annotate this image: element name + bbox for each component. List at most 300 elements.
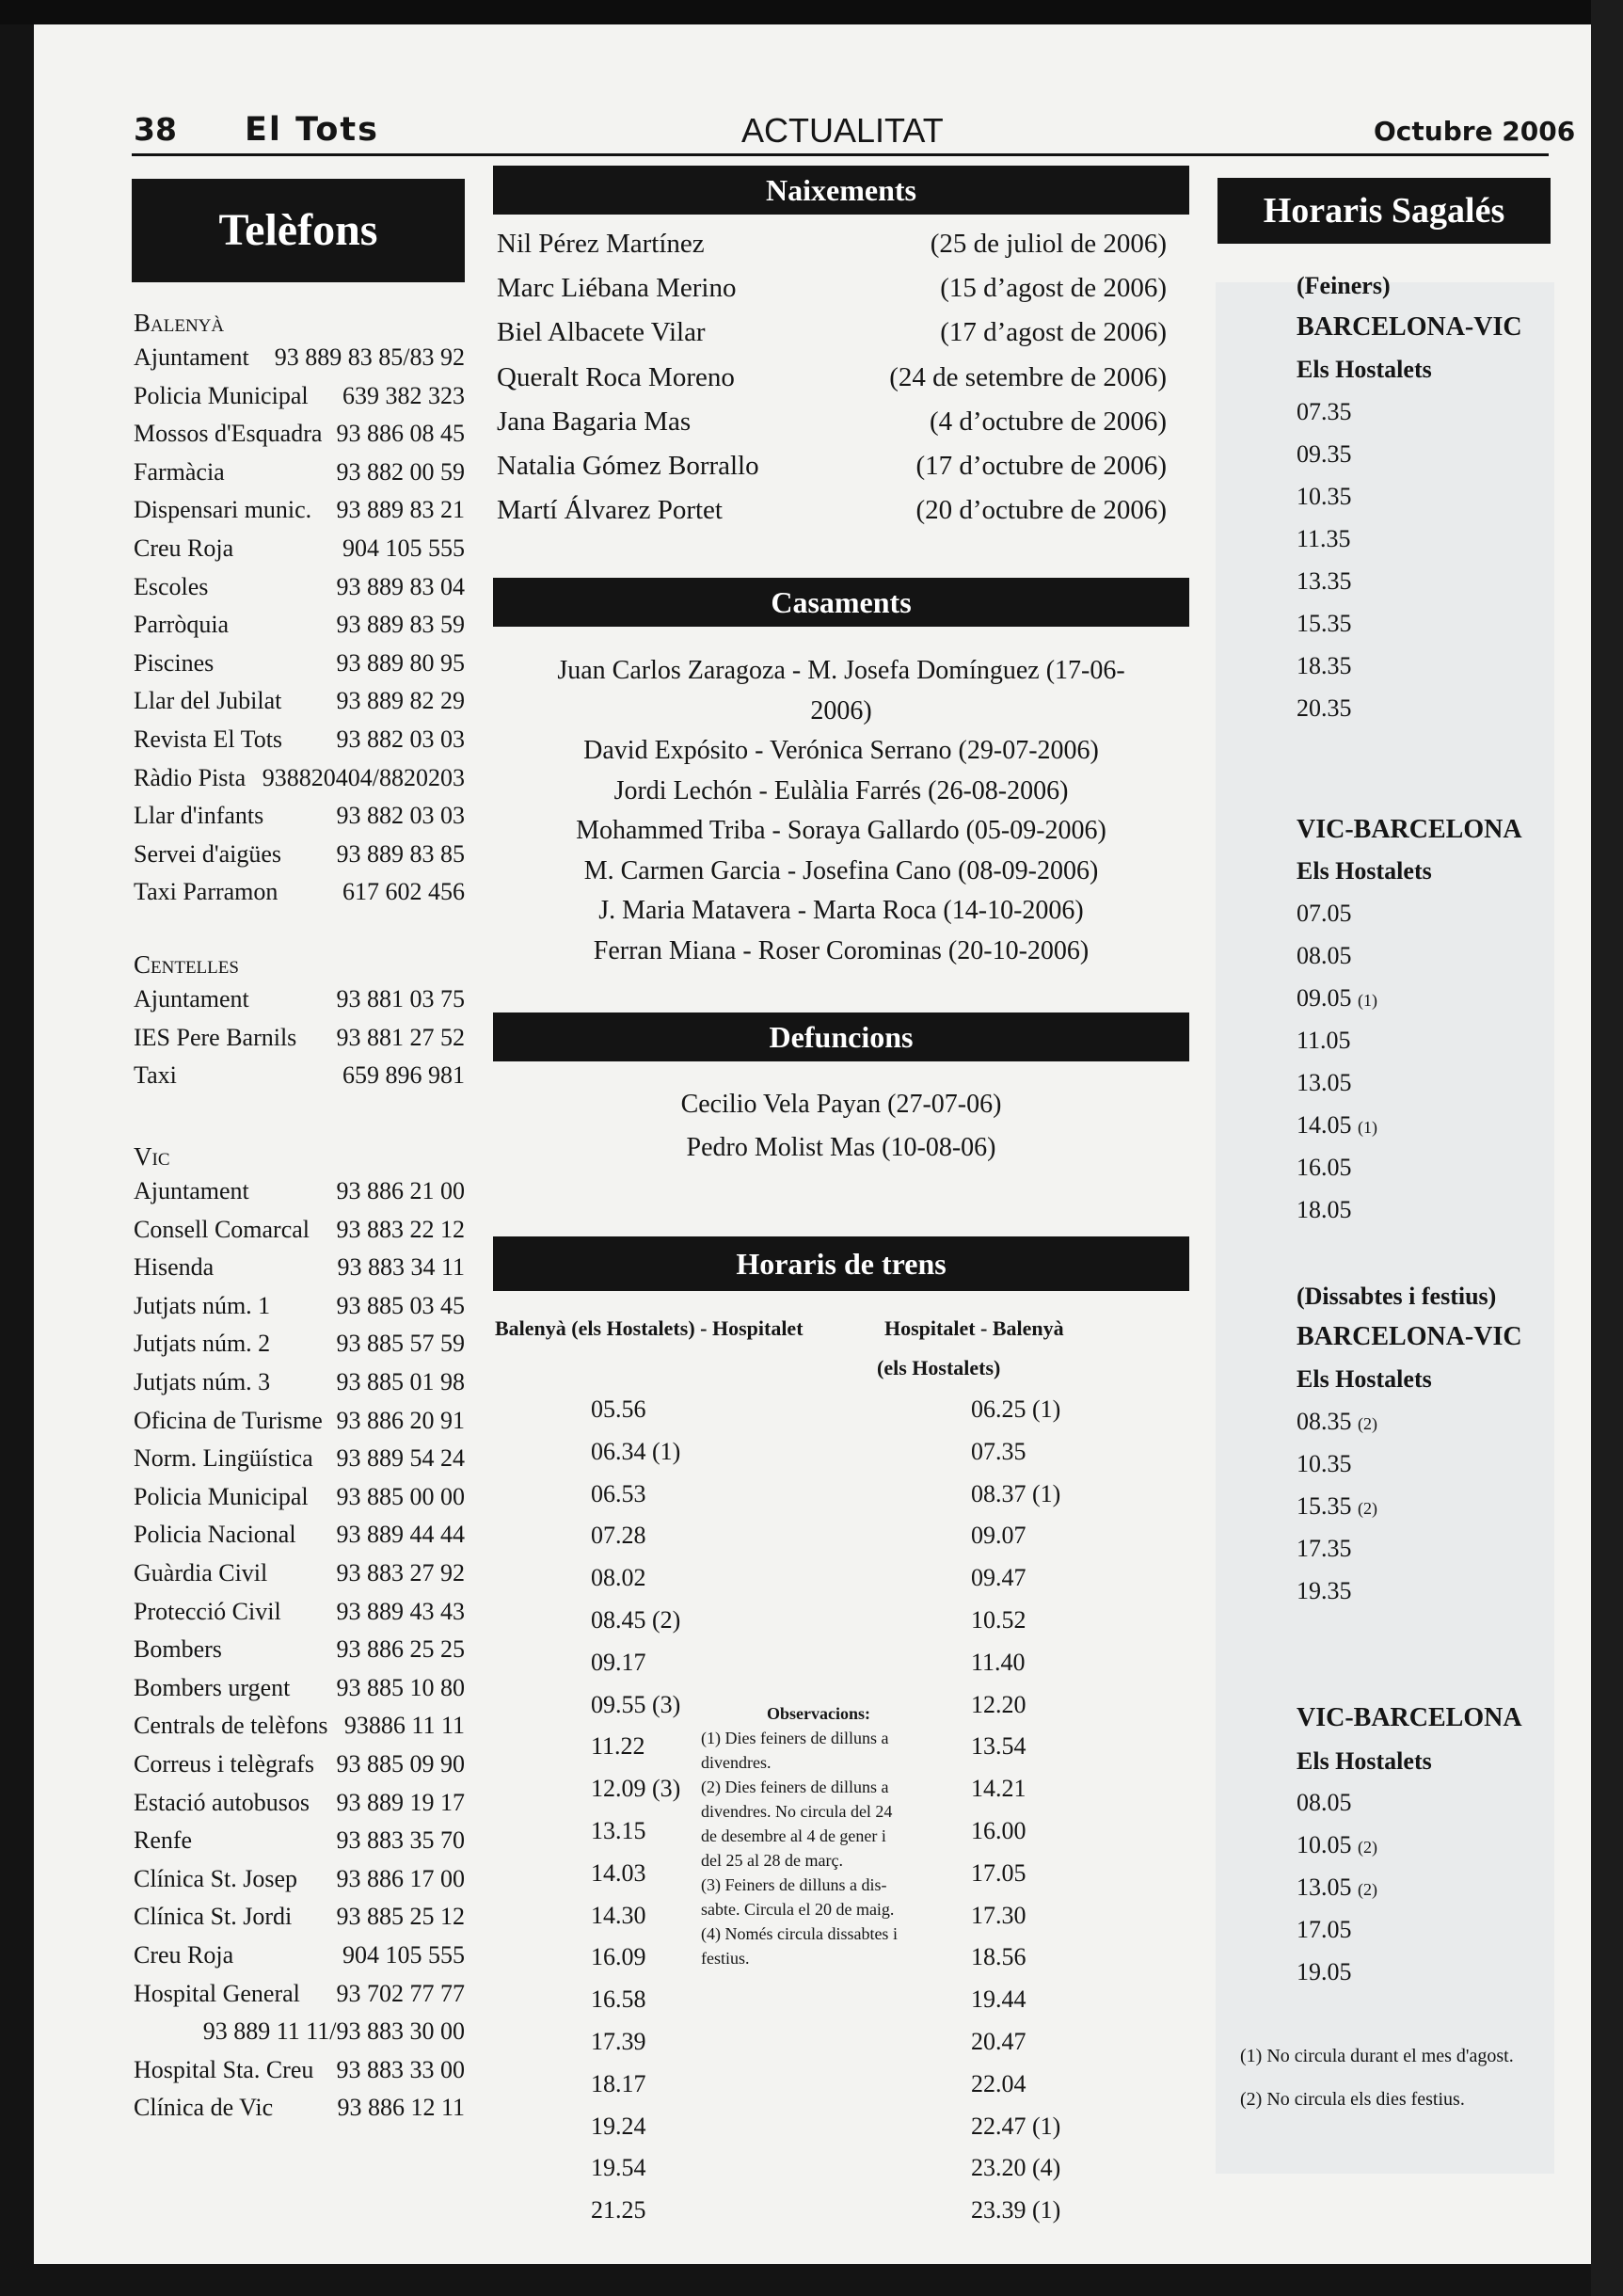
train-time-hospitalet-balenya: 14.21 [971, 1775, 1026, 1803]
phone-name: IES Pere Barnils [134, 1023, 297, 1051]
bus-time [1297, 1826, 1377, 1866]
sagales-dissabtes-label: (Dissabtes i festius) [1297, 1283, 1497, 1310]
phone-row [134, 721, 465, 758]
train-time-hospitalet-balenya: 23.39 (1) [971, 2196, 1061, 2224]
phone-row [134, 797, 465, 835]
phone-row [134, 1746, 465, 1783]
phone-name: Guàrdia Civil [134, 1559, 268, 1586]
wedding-line: Juan Carlos Zaragoza - M. Josefa Domínguez (17-06- [557, 656, 1125, 685]
phone-row [134, 1478, 465, 1516]
bus-time [1297, 1869, 1377, 1908]
phone-row [134, 1211, 465, 1249]
bus-time-value: 13.05 [1297, 1873, 1352, 1901]
bus-time-value: 14.05 [1297, 1111, 1352, 1139]
phone-name: Hospital General [134, 1979, 300, 2007]
phone-name: Revista El Tots [134, 725, 283, 753]
bus-time-value: 08.35 [1297, 1408, 1352, 1435]
bus-time-value: 09.35 [1297, 440, 1352, 468]
birth-name: Marc Liébana Merino [497, 273, 737, 304]
train-time-balenya-hospitalet: 06.34 (1) [591, 1437, 681, 1465]
phone-name: Bombers [134, 1635, 222, 1664]
bus-time [1297, 436, 1352, 473]
train-time-hospitalet-balenya: 09.47 [971, 1564, 1026, 1592]
birth-date: (24 de setembre de 2006) [889, 361, 1167, 392]
phone-number: 93 889 82 29 [336, 687, 465, 715]
birth-name: Martí Álvarez Portet [497, 495, 723, 526]
phone-row [134, 377, 465, 415]
phone-name: Renfe [134, 1826, 193, 1855]
phone-number: 93 889 83 04 [336, 572, 465, 600]
phone-number: 93 886 20 91 [336, 1406, 465, 1434]
phone-number: 93 889 83 85/83 92 [274, 343, 465, 371]
phone-number: 93 885 00 00 [336, 1482, 465, 1510]
section-title: ACTUALITAT [741, 111, 944, 150]
bus-time [1297, 1911, 1352, 1949]
phone-number: 93 883 35 70 [336, 1826, 465, 1855]
phone-row [134, 759, 465, 797]
phone-row [134, 606, 465, 644]
bus-time [1297, 937, 1352, 975]
train-time-hospitalet-balenya: 10.52 [971, 1606, 1026, 1634]
train-time-hospitalet-balenya: 09.07 [971, 1522, 1026, 1550]
birth-row [497, 311, 1167, 355]
bus-time [1297, 1953, 1352, 1991]
bus-time-note: (2) [1358, 1414, 1377, 1433]
wedding-line: Mohammed Triba - Soraya Gallardo (05-09-2006) [576, 816, 1106, 845]
telefons-heading: Telèfons [132, 179, 465, 282]
phone-number: 93 882 00 59 [336, 457, 465, 486]
train-time-hospitalet-balenya: 08.37 (1) [971, 1479, 1061, 1507]
train-time-balenya-hospitalet: 11.22 [591, 1732, 645, 1761]
phone-number: 93 886 12 11 [337, 2094, 465, 2122]
phone-number: 93886 11 11 [343, 1712, 465, 1740]
phone-name: Clínica St. Jordi [134, 1903, 293, 1931]
phone-number: 93 889 80 95 [336, 648, 465, 677]
phone-name: Dispensari munic. [134, 496, 312, 524]
birth-row [497, 488, 1167, 533]
phone-name: Ajuntament [134, 343, 249, 371]
bus-time [1297, 1784, 1352, 1822]
bus-time-value: 11.35 [1297, 525, 1351, 552]
phone-row [134, 1784, 465, 1822]
phone-name: Centrals de telèfons [134, 1712, 328, 1740]
phone-number: 93 885 57 59 [336, 1330, 465, 1358]
telefons-group-title: Balenyà [134, 309, 225, 337]
phone-number: 93 889 11 11/93 883 30 00 [202, 2017, 465, 2046]
bus-time [1297, 1572, 1352, 1610]
phone-row [134, 1975, 465, 2013]
bus-time-value: 08.05 [1297, 942, 1352, 969]
trens-col1-header: Balenyà (els Hostalets) - Hospitalet [495, 1316, 804, 1340]
phone-name: Taxi Parramon [134, 878, 278, 906]
phone-row [134, 1937, 465, 1974]
phone-number: 93 889 83 59 [336, 611, 465, 639]
phone-number: 93 883 34 11 [337, 1253, 465, 1282]
trens-col2-header: Hospitalet - Balenyà [884, 1316, 1064, 1340]
phone-number: 93 881 27 52 [336, 1023, 465, 1051]
phone-number: 93 882 03 03 [336, 725, 465, 753]
bus-time-value: 19.35 [1297, 1577, 1352, 1604]
train-time-balenya-hospitalet: 16.09 [591, 1943, 646, 1971]
wedding-line: M. Carmen Garcia - Josefina Cano (08-09-2006) [583, 855, 1099, 885]
wedding-line: 2006) [810, 695, 872, 725]
train-time-hospitalet-balenya: 12.20 [971, 1690, 1026, 1718]
birth-date: (17 d’agost de 2006) [940, 317, 1167, 348]
phone-name: Creu Roja [134, 1941, 234, 1969]
phone-name: Hospital Sta. Creu [134, 2055, 314, 2083]
observacions-title: Observacions: [767, 1704, 870, 1723]
bus-time-value: 13.05 [1297, 1069, 1352, 1096]
phone-row [134, 1440, 465, 1477]
phone-row [134, 454, 465, 491]
phone-row [134, 981, 465, 1018]
train-time-balenya-hospitalet: 17.39 [591, 2028, 646, 2055]
phone-row [134, 682, 465, 720]
phone-number: 93 886 25 25 [336, 1635, 465, 1664]
train-time-balenya-hospitalet: 07.28 [591, 1522, 646, 1550]
magazine-title: El Tots [245, 111, 379, 149]
wedding-line: Jordi Lechón - Eulàlia Farrés (26-08-2006) [613, 775, 1069, 805]
phone-number: 93 882 03 03 [336, 802, 465, 830]
observacions-line: divendres. [701, 1753, 772, 1772]
phone-number: 938820404/8820203 [262, 763, 465, 791]
phone-number: 93 885 09 90 [336, 1750, 465, 1778]
train-time-hospitalet-balenya: 06.25 (1) [971, 1395, 1061, 1423]
observacions-line: divendres. No circula del 24 [701, 1802, 893, 1821]
phone-row [134, 568, 465, 606]
phone-number: 93 889 83 85 [336, 839, 465, 868]
bus-time [1297, 1149, 1352, 1187]
phone-row [134, 836, 465, 873]
phone-row [134, 1822, 465, 1859]
phone-row [134, 1249, 465, 1286]
train-time-balenya-hospitalet: 19.24 [591, 2112, 646, 2140]
sagales-route-label: VIC-BARCELONA [1297, 815, 1522, 844]
phone-row [134, 1707, 465, 1745]
train-time-hospitalet-balenya: 17.05 [971, 1858, 1026, 1887]
bus-time-value: 15.35 [1297, 1492, 1352, 1520]
observacions-line: (4) Només circula dissabtes i [701, 1924, 898, 1943]
phone-row [134, 873, 465, 911]
phone-name: Piscines [134, 648, 215, 677]
phone-row [134, 1631, 465, 1668]
page-number: 38 [134, 111, 177, 148]
phone-number: 93 889 44 44 [336, 1521, 465, 1549]
phone-number: 904 105 555 [342, 1941, 465, 1969]
phone-number: 93 889 19 17 [336, 1788, 465, 1816]
train-time-balenya-hospitalet: 14.30 [591, 1901, 646, 1929]
bus-time-note: (2) [1358, 1880, 1377, 1899]
sagales-stop-label: Els Hostalets [1297, 1747, 1432, 1775]
phone-number: 904 105 555 [342, 534, 465, 562]
phone-name: Parròquia [134, 611, 230, 639]
telefons-group-title: Vic [134, 1142, 170, 1171]
phone-number: 659 896 981 [342, 1061, 465, 1090]
phone-name: Clínica St. Josep [134, 1864, 298, 1892]
casaments-heading: Casaments [493, 578, 1189, 627]
bus-time-value: 13.35 [1297, 567, 1352, 595]
birth-name: Biel Albacete Vilar [497, 317, 706, 348]
phone-name: Protecció Civil [134, 1597, 281, 1625]
phone-number: 93 885 25 12 [336, 1903, 465, 1931]
observacions-line: festius. [701, 1949, 750, 1968]
bus-time-note: (2) [1358, 1499, 1377, 1518]
sagales-stop-label: Els Hostalets [1297, 1365, 1432, 1393]
sagales-route-label: VIC-BARCELONA [1297, 1703, 1522, 1732]
phone-row [134, 2089, 465, 2127]
sagales-feiners-label: (Feiners) [1297, 272, 1391, 299]
train-time-balenya-hospitalet: 21.25 [591, 2196, 646, 2224]
header-rule [132, 153, 1549, 156]
phone-number: 617 602 456 [342, 878, 465, 906]
phone-name: Correus i telègrafs [134, 1750, 315, 1778]
bus-time-value: 08.05 [1297, 1789, 1352, 1816]
phone-number: 93 889 43 43 [336, 1597, 465, 1625]
train-time-balenya-hospitalet: 16.58 [591, 1985, 646, 2014]
train-time-hospitalet-balenya: 17.30 [971, 1901, 1026, 1929]
sagales-stop-label: Els Hostalets [1297, 857, 1432, 885]
bus-time-note: (2) [1358, 1838, 1377, 1857]
phone-row [134, 415, 465, 453]
phone-name: Policia Nacional [134, 1521, 296, 1549]
bus-time [1297, 605, 1352, 643]
phone-name: Policia Municipal [134, 381, 309, 409]
phone-name: Jutjats núm. 3 [134, 1368, 271, 1395]
phone-row [134, 1363, 465, 1401]
death-line: Pedro Molist Mas (10-08-06) [686, 1133, 996, 1162]
train-time-hospitalet-balenya: 11.40 [971, 1648, 1026, 1676]
observacions-line: del 25 al 28 de març. [701, 1851, 843, 1870]
phone-name: Policia Municipal [134, 1482, 309, 1510]
birth-row [497, 444, 1167, 488]
scan-right-edge [1591, 0, 1623, 2296]
birth-name: Natalia Gómez Borrallo [497, 451, 759, 481]
phone-number: 93 883 27 92 [336, 1559, 465, 1586]
phone-number: 93 881 03 75 [336, 985, 465, 1012]
bus-time-value: 09.05 [1297, 984, 1352, 1012]
phone-row [134, 1860, 465, 1898]
phone-name: Norm. Lingüística [134, 1444, 313, 1473]
train-time-balenya-hospitalet: 18.17 [591, 2069, 646, 2097]
phone-number: 93 885 03 45 [336, 1291, 465, 1319]
bus-time [1297, 690, 1352, 727]
train-time-balenya-hospitalet: 14.03 [591, 1858, 646, 1887]
phone-row [134, 1325, 465, 1363]
phone-row [134, 1593, 465, 1631]
phone-number: 93 889 54 24 [336, 1444, 465, 1473]
phone-number: 93 886 21 00 [336, 1177, 465, 1204]
phone-number: 93 885 01 98 [336, 1368, 465, 1395]
observacions-line: sabte. Circula el 20 de maig. [701, 1900, 895, 1919]
phone-row [134, 1402, 465, 1440]
observacions-line: (1) Dies feiners de dilluns a [701, 1729, 889, 1747]
bus-time [1297, 1403, 1377, 1443]
bus-time-value: 18.35 [1297, 652, 1352, 679]
bus-time [1297, 520, 1351, 558]
bus-time-value: 11.05 [1297, 1027, 1351, 1054]
phone-name: Jutjats núm. 1 [134, 1291, 271, 1319]
bus-time-value: 16.05 [1297, 1154, 1352, 1181]
birth-date: (17 d’octubre de 2006) [915, 451, 1167, 481]
train-time-hospitalet-balenya: 23.20 (4) [971, 2154, 1061, 2182]
phone-number: 93 883 22 12 [336, 1215, 465, 1243]
bus-time-value: 17.05 [1297, 1916, 1352, 1943]
phone-name: Consell Comarcal [134, 1215, 310, 1243]
phone-number: 93 886 08 45 [336, 420, 465, 448]
phone-name: Llar d'infants [134, 802, 264, 830]
bus-time-note: (1) [1358, 991, 1377, 1010]
bus-time [1297, 1022, 1351, 1060]
bus-time [1297, 1488, 1377, 1527]
observacions-line: (3) Feiners de dilluns a dis- [701, 1875, 887, 1894]
bus-time-value: 17.35 [1297, 1535, 1352, 1562]
birth-name: Nil Pérez Martínez [497, 229, 705, 259]
phone-number: 93 885 10 80 [336, 1673, 465, 1701]
issue-date: Octubre 2006 [1374, 116, 1576, 147]
bus-time [1297, 1445, 1352, 1483]
phone-row [134, 530, 465, 567]
phone-row [134, 645, 465, 682]
bus-time-value: 15.35 [1297, 610, 1352, 637]
train-time-balenya-hospitalet: 09.55 (3) [591, 1690, 681, 1718]
train-time-balenya-hospitalet: 08.45 (2) [591, 1606, 681, 1634]
phone-row [134, 339, 465, 376]
birth-name: Queralt Roca Moreno [497, 361, 735, 392]
telefons-group-title: Centelles [134, 950, 239, 979]
phone-row [134, 1555, 465, 1592]
birth-row [497, 266, 1167, 311]
phone-number: 93 702 77 77 [336, 1979, 465, 2007]
phone-name: Bombers urgent [134, 1673, 291, 1701]
wedding-line: Ferran Miana - Roser Corominas (20-10-2006) [593, 935, 1090, 965]
death-line: Cecilio Vela Payan (27-07-06) [680, 1090, 1002, 1119]
birth-date: (4 d’octubre de 2006) [929, 406, 1167, 437]
bus-time-value: 10.35 [1297, 1450, 1352, 1477]
phone-row [134, 1669, 465, 1707]
train-time-balenya-hospitalet: 05.56 [591, 1395, 646, 1423]
train-time-hospitalet-balenya: 20.47 [971, 2028, 1026, 2055]
bus-time [1297, 1530, 1352, 1568]
phone-name: Taxi [134, 1061, 177, 1090]
phone-row [134, 1019, 465, 1057]
birth-date: (15 d’agost de 2006) [940, 273, 1167, 304]
trens-col2-header-sub: (els Hostalets) [877, 1356, 1001, 1379]
train-time-balenya-hospitalet: 13.15 [591, 1817, 646, 1844]
bus-time [1297, 980, 1377, 1019]
bus-time [1297, 647, 1352, 685]
phone-name: Mossos d'Esquadra [134, 420, 323, 448]
bus-time-value: 18.05 [1297, 1196, 1352, 1223]
defuncions-heading: Defuncions [493, 1012, 1189, 1061]
phone-number: 93 883 33 00 [336, 2055, 465, 2083]
phone-row [134, 1172, 465, 1210]
train-time-hospitalet-balenya: 22.47 (1) [971, 2112, 1061, 2140]
train-time-hospitalet-balenya: 16.00 [971, 1817, 1026, 1844]
phone-name: Creu Roja [134, 534, 234, 562]
birth-date: (20 d’octubre de 2006) [915, 495, 1167, 526]
sagales-heading: Horaris Sagalés [1217, 178, 1551, 244]
trens-observacions [701, 1701, 936, 1970]
phone-row [134, 491, 465, 529]
train-time-hospitalet-balenya: 22.04 [971, 2069, 1026, 2097]
bus-time [1297, 1191, 1352, 1229]
bus-time [1297, 895, 1352, 933]
phone-row [134, 1516, 465, 1554]
phone-row [134, 2013, 465, 2050]
train-time-hospitalet-balenya: 18.56 [971, 1943, 1026, 1971]
train-time-balenya-hospitalet: 19.54 [591, 2154, 646, 2182]
bus-time-value: 10.35 [1297, 483, 1352, 510]
bus-time [1297, 563, 1352, 600]
trens-heading: Horaris de trens [493, 1236, 1189, 1291]
phone-name: Clínica de Vic [134, 2094, 274, 2122]
sagales-route-label: BARCELONA-VIC [1297, 312, 1522, 342]
bleed-through-panel [1216, 282, 1554, 2174]
phone-row [134, 1898, 465, 1936]
bus-time-value: 10.05 [1297, 1831, 1352, 1858]
bus-time-value: 19.05 [1297, 1958, 1352, 1985]
wedding-line: David Expósito - Verónica Serrano (29-07-2006) [583, 736, 1099, 765]
phone-name: Ràdio Pista [134, 763, 247, 791]
train-time-balenya-hospitalet: 12.09 (3) [591, 1775, 681, 1803]
birth-date: (25 de juliol de 2006) [930, 229, 1167, 259]
train-time-balenya-hospitalet: 06.53 [591, 1479, 646, 1507]
bus-time [1297, 478, 1352, 516]
bus-time [1297, 1064, 1352, 1102]
bus-time-note: (1) [1358, 1118, 1377, 1137]
birth-name: Jana Bagaria Mas [497, 406, 692, 437]
phone-name: Estació autobusos [134, 1788, 310, 1816]
bus-time-value: 20.35 [1297, 694, 1352, 722]
wedding-line: J. Maria Matavera - Marta Roca (14-10-2006) [598, 896, 1084, 925]
phone-name: Llar del Jubilat [134, 687, 282, 715]
phone-row [134, 1057, 465, 1094]
phone-name: Farmàcia [134, 457, 225, 486]
train-time-balenya-hospitalet: 08.02 [591, 1564, 646, 1592]
phone-name: Servei d'aigües [134, 839, 282, 868]
birth-row [497, 400, 1167, 444]
naixements-heading: Naixements [493, 166, 1189, 215]
phone-row [134, 2051, 465, 2089]
phone-name: Hisenda [134, 1253, 215, 1282]
phone-name: Jutjats núm. 2 [134, 1330, 271, 1358]
phone-number: 93 886 17 00 [336, 1864, 465, 1892]
phone-name: Escoles [134, 572, 209, 600]
train-time-hospitalet-balenya: 07.35 [971, 1437, 1026, 1465]
phone-number: 93 889 83 21 [336, 496, 465, 524]
train-time-balenya-hospitalet: 09.17 [591, 1648, 646, 1676]
phone-number: 639 382 323 [342, 381, 465, 409]
sagales-note: (2) No circula els dies festius. [1240, 2089, 1465, 2110]
phone-name: Ajuntament [134, 1177, 249, 1204]
observacions-line: de desembre al 4 de gener i [701, 1826, 886, 1845]
phone-name: Oficina de Turisme [134, 1406, 323, 1434]
observacions-line: (2) Dies feiners de dilluns a [701, 1778, 889, 1796]
phone-row [134, 1287, 465, 1325]
train-time-hospitalet-balenya: 19.44 [971, 1985, 1026, 2014]
train-time-hospitalet-balenya: 13.54 [971, 1732, 1026, 1761]
bus-time-value: 07.05 [1297, 900, 1352, 927]
sagales-stop-label: Els Hostalets [1297, 356, 1432, 383]
sagales-route-label: BARCELONA-VIC [1297, 1322, 1522, 1351]
bus-time-value: 07.35 [1297, 398, 1352, 425]
sagales-note: (1) No circula durant el mes d'agost. [1240, 2046, 1514, 2066]
birth-row [497, 222, 1167, 266]
phone-name: Ajuntament [134, 985, 249, 1012]
bus-time [1297, 1107, 1377, 1146]
birth-row [497, 356, 1167, 400]
scan-top-edge [0, 0, 1623, 24]
